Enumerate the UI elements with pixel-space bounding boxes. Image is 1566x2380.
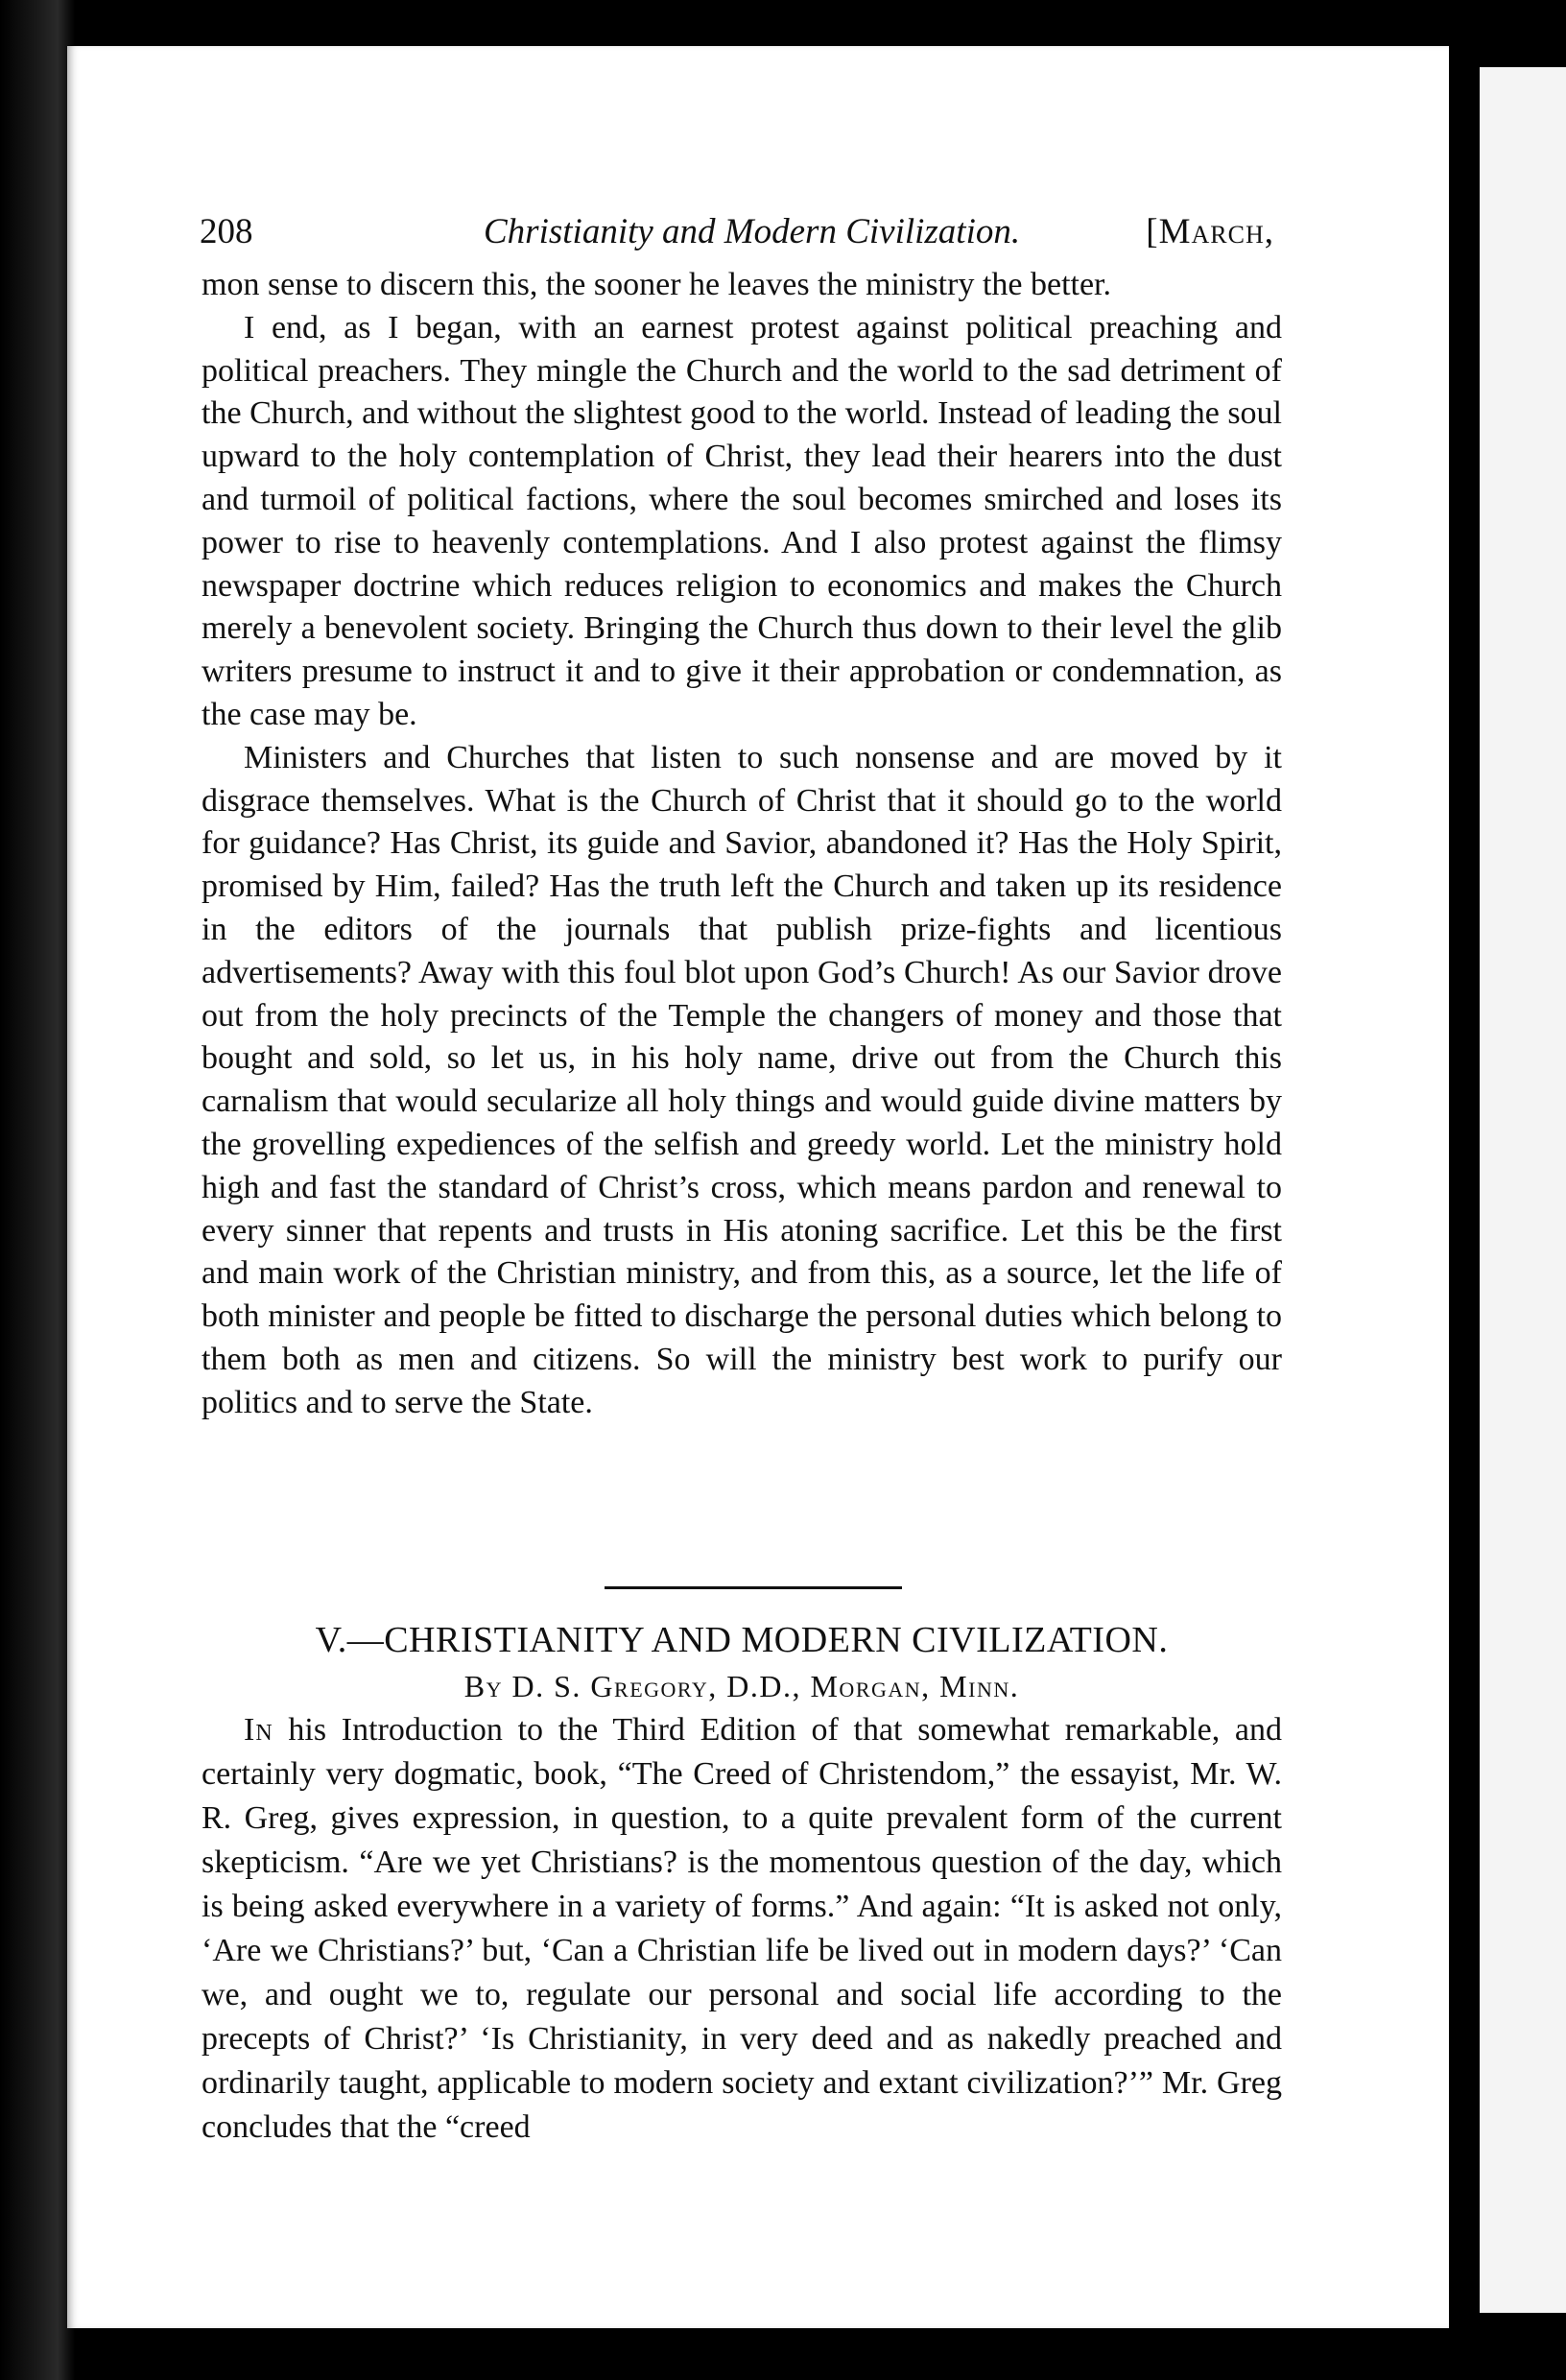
paragraph: I end, as I began, with an earnest protest against political preaching and political preachers. They mingle the Church and the world to the sad detriment of the Church, and without the slightest good to the world. Instead of leading the soul upward to the holy contemplation of Christ, they lead their hearers into the dust and turmoil of political factions, where the soul becomes smirched and loses its power to rise to heavenly contemplations. And I also protest against the flimsy newspaper doctrine which reduces religion to economics and makes the Church merely a benevolent society. Bringing the Church thus down to their level the glib writers presume to instruct it and to give it their approbation or condemnation, as the case may be. bbox=[202, 309, 1282, 732]
section-divider bbox=[605, 1586, 902, 1589]
header-month: [March, bbox=[1146, 212, 1274, 251]
running-header bbox=[200, 203, 1274, 261]
section-body bbox=[202, 1708, 1282, 2150]
article-ending bbox=[202, 264, 1282, 1425]
opening-word: In bbox=[244, 1712, 273, 1748]
paragraph-continuation: mon sense to discern this, the sooner he leaves the ministry the better. bbox=[202, 267, 1111, 302]
paragraph-text: his Introduction to the Third Edition of that somewhat remarkable, and certainly very dogmatic, book, “The Creed of Christendom,” the essayist, Mr. W. R. Greg, gives expression, in question, to a quite prevalent form of the current skepticism. “Are we yet Christians? is the momentous question of the day, which is being asked everywhere in a variety of forms.” And again: “It is asked not only, ‘Are we Christians?’ but, ‘Can a Christian life be lived out in modern days?’ ‘Can we, and ought we to, regulate our personal and social life according to the precepts of Christ?’ ‘Is Christianity, in very deed and as nakedly preached and ordinarily taught, applicable to modern society and extant civilization?’” Mr. Greg concludes that the “creed bbox=[202, 1712, 1282, 2145]
section-byline: By D. S. Gregory, D.D., Morgan, Minn. bbox=[463, 1669, 1020, 1703]
scan-left-edge bbox=[0, 0, 75, 2380]
page-number: 208 bbox=[200, 212, 253, 251]
paragraph bbox=[202, 1708, 1282, 2150]
section-title: V.—CHRISTIANITY AND MODERN CIVILIZATION. bbox=[315, 1620, 1169, 1660]
running-title: Christianity and Modern Civilization. bbox=[484, 212, 1021, 251]
next-page-edge bbox=[1472, 67, 1566, 2313]
paragraph: Ministers and Churches that listen to such nonsense and are moved by it disgrace themselves. What is the Church of Christ that it should go to the world for guidance? Has Christ, its guide and Savior, abandoned it? Has the Holy Spirit, promised by Him, failed? Has the truth left the Church and taken up its residence in the editors of the journals that publish prize-fights and licentious advertisements? Away with this foul blot upon God’s Church! As our Savior drove out from the holy precincts of the Temple the changers of money and those that bought and sold, so let us, in his holy name, drive out from the Church this carnalism that would secularize all holy things and would guide divine matters by the grovelling expediences of the selfish and greedy world. Let the ministry hold high and fast the standard of Christ’s cross, which means pardon and renewal to every sinner that repents and trusts in His atoning sacrifice. Let this be the first and main work of the Christian ministry, and from this, as a source, let the life of both minister and people be fitted to discharge the personal duties which belong to them both as men and citizens. So will the ministry best work to purify our politics and to serve the State. bbox=[202, 739, 1282, 1420]
book-spine bbox=[1447, 0, 1566, 2380]
